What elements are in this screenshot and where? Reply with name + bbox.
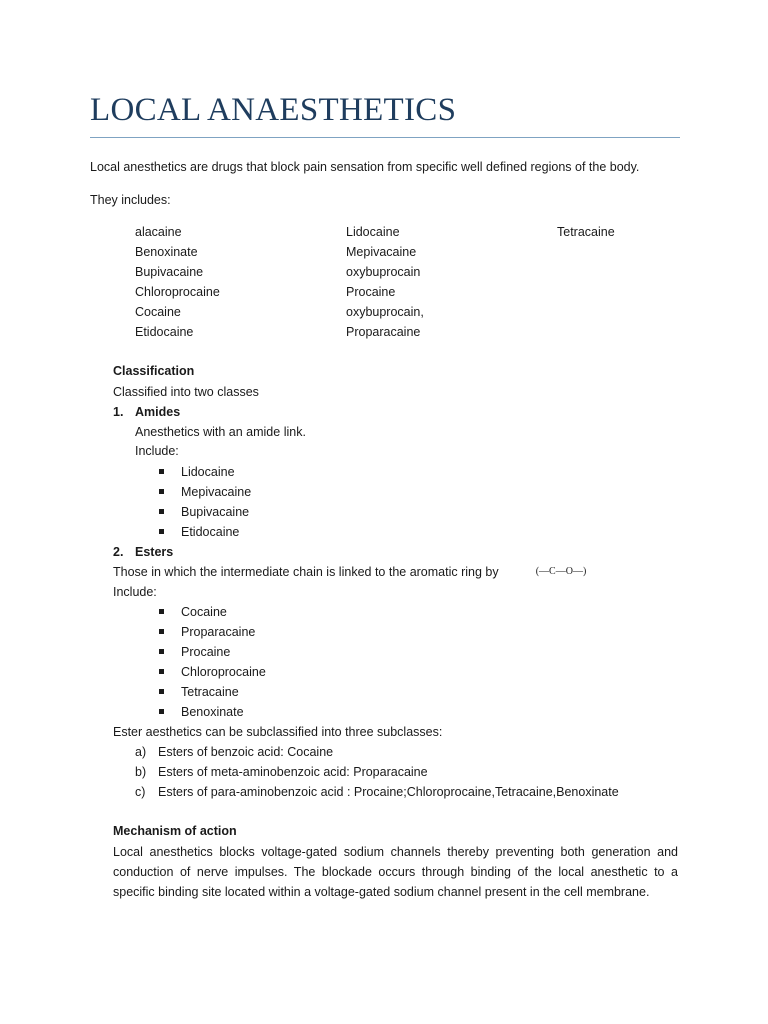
subclass-marker: c) <box>135 785 146 799</box>
subclass-marker: b) <box>135 765 147 779</box>
mechanism-paragraph: Local anesthetics blocks voltage-gated sodium channels thereby preventing both generation and conduction of nerve impulses. The blockade occurs through binding of the local anesthetic to a specific binding site located within a voltage-gated sodium channel present in the cell membrane. <box>113 845 678 899</box>
mechanism-heading: Mechanism of action <box>113 824 237 838</box>
drug-list-item: Etidocaine <box>135 325 194 339</box>
subclass-text: Esters of para-aminobenzoic acid : Procaine;Chloroprocaine,Tetracaine,Benoxinate <box>158 785 619 799</box>
amides-number: 1. <box>113 405 124 419</box>
ester-item: Benoxinate <box>181 705 244 719</box>
esters-description: Those in which the intermediate chain is linked to the aromatic ring by <box>113 565 499 579</box>
ester-link-formula <box>520 563 602 579</box>
subclass-intro: Ester aesthetics can be subclassified into three subclasses: <box>113 725 443 739</box>
subclass-text: Esters of meta-aminobenzoic acid: Proparacaine <box>158 765 428 779</box>
drug-list-item: Proparacaine <box>346 325 421 339</box>
amide-item: Lidocaine <box>181 465 235 479</box>
subclass-marker: a) <box>135 745 147 759</box>
ester-item: Cocaine <box>181 605 227 619</box>
bullet-icon <box>159 689 164 694</box>
drug-list-item: Mepivacaine <box>346 245 417 259</box>
ester-item: Chloroprocaine <box>181 665 266 679</box>
amide-item: Bupivacaine <box>181 505 250 519</box>
ester-item: Procaine <box>181 645 231 659</box>
they-include-label: They includes: <box>90 193 171 207</box>
classification-subtitle: Classified into two classes <box>113 385 259 399</box>
ester-item: Proparacaine <box>181 625 256 639</box>
bullet-icon <box>159 669 164 674</box>
ester-link-formula-text: (—C—O—) <box>535 566 587 577</box>
subclass-text: Esters of benzoic acid: Cocaine <box>158 745 334 759</box>
classification-heading: Classification <box>113 364 195 378</box>
bullet-icon <box>159 489 164 494</box>
drug-list-item: Benoxinate <box>135 245 198 259</box>
drug-list-item: Procaine <box>346 285 396 299</box>
esters-include-label: Include: <box>113 585 157 599</box>
drug-list-item: Lidocaine <box>346 225 400 239</box>
ester-item: Tetracaine <box>181 685 239 699</box>
bullet-icon <box>159 529 164 534</box>
amide-item: Mepivacaine <box>181 485 252 499</box>
page-title: LOCAL ANAESTHETICS <box>90 92 457 128</box>
drug-list-item: oxybuprocain <box>346 265 421 279</box>
bullet-icon <box>159 469 164 474</box>
bullet-icon <box>159 609 164 614</box>
esters-heading: Esters <box>135 545 174 559</box>
drug-list-item: oxybuprocain, <box>346 305 424 319</box>
drug-list-item: Bupivacaine <box>135 265 204 279</box>
intro-text: Local anesthetics are drugs that block pain sensation from specific well defined regions of the body. <box>90 160 640 174</box>
amide-item: Etidocaine <box>181 525 240 539</box>
drug-list-item: Cocaine <box>135 305 181 319</box>
amides-heading: Amides <box>135 405 181 419</box>
bullet-icon <box>159 509 164 514</box>
bullet-icon <box>159 649 164 654</box>
title-divider <box>90 137 680 138</box>
amides-include-label: Include: <box>135 444 179 458</box>
esters-number: 2. <box>113 545 124 559</box>
drug-list-item: alacaine <box>135 225 182 239</box>
bullet-icon <box>159 629 164 634</box>
drug-list-item: Chloroprocaine <box>135 285 220 299</box>
amides-description: Anesthetics with an amide link. <box>135 425 306 439</box>
bullet-icon <box>159 709 164 714</box>
drug-list-item: Tetracaine <box>557 225 615 239</box>
